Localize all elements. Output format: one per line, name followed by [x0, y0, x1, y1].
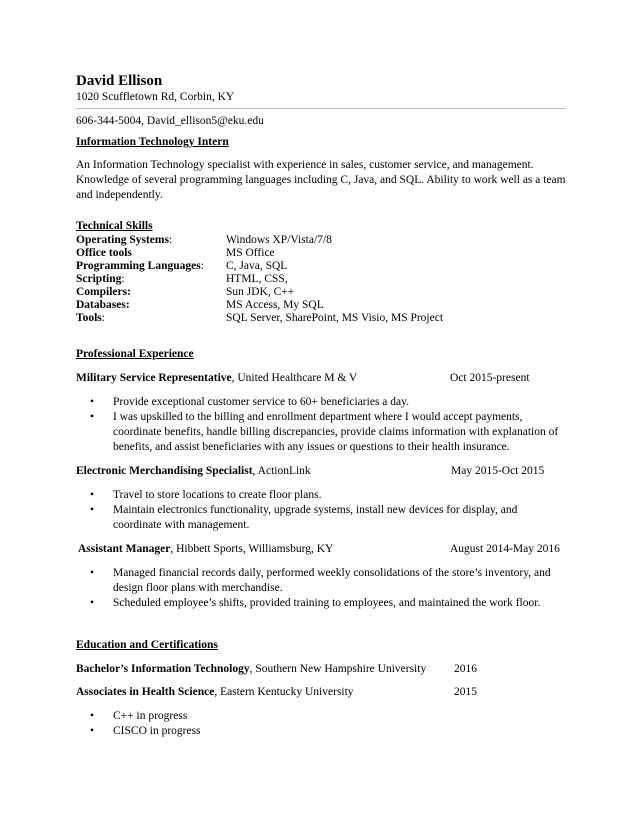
job-title-line: [76, 371, 566, 386]
education-entry: [76, 662, 566, 677]
resume-page: [76, 72, 566, 739]
job-dates: August 2014-May 2016: [450, 543, 560, 555]
skill-label: Scripting:: [76, 273, 125, 285]
education-heading: Education and Certifications: [76, 639, 218, 651]
skill-value: C, Java, SQL: [226, 260, 288, 272]
list-item: • Maintain electronics functionality, upgrade systems, install new devices for display, and coordinate with management.: [90, 504, 518, 531]
bullet-icon: •: [90, 725, 95, 737]
certification-bullets: [76, 709, 566, 739]
job-entry: [78, 542, 568, 611]
candidate-name: David Ellison: [76, 73, 163, 89]
skill-value: Windows XP/Vista/7/8: [226, 234, 332, 246]
graduation-year: 2016: [454, 663, 477, 675]
bullet-icon: •: [90, 396, 95, 408]
job-entry: [76, 464, 566, 533]
skill-label: Office tools: [76, 247, 132, 259]
bullet-icon: •: [90, 710, 95, 722]
skill-label: Tools:: [76, 312, 105, 324]
summary-paragraph: An Information Technology specialist with experience in sales, customer service, and management. Knowledge of several programming languages including C, Java, and SQL. Ability to work well as a team and independently.: [76, 159, 566, 201]
education-entry: [76, 685, 566, 700]
skill-row: [76, 273, 566, 286]
bullet-icon: •: [90, 489, 95, 501]
list-item: • Scheduled employee’s shifts, provided training to employees, and maintained the work floor.: [90, 597, 541, 609]
job-title: Assistant Manager: [78, 543, 171, 555]
job-employer: , United Healthcare M & V: [231, 372, 358, 384]
objective-title: Information Technology Intern: [76, 136, 229, 148]
header-divider: [76, 108, 566, 109]
skill-value: MS Access, My SQL: [226, 299, 324, 311]
skill-row: [76, 260, 566, 273]
list-item: • Managed financial records daily, performed weekly consolidations of the store’s inventory, and design floor plans with merchandise.: [90, 567, 551, 594]
job-bullets: [76, 395, 566, 455]
job-bullets: [76, 566, 568, 611]
list-item: • CISCO in progress: [90, 725, 201, 737]
graduation-year: 2015: [454, 686, 477, 698]
bullet-icon: •: [90, 597, 95, 609]
school-name: , Eastern Kentucky University: [214, 686, 354, 698]
job-title: Electronic Merchandising Specialist: [76, 465, 253, 477]
skill-value: HTML, CSS,: [226, 273, 288, 285]
address: 1020 Scuffletown Rd, Corbin, KY: [76, 91, 235, 103]
skill-row: [76, 312, 566, 325]
job-entry: [76, 371, 566, 455]
school-name: , Southern New Hampshire University: [249, 663, 427, 675]
list-item: • Travel to store locations to create floor plans.: [90, 489, 322, 501]
skill-row: [76, 247, 566, 260]
list-item: • Provide exceptional customer service to 60+ beneficiaries a day.: [90, 396, 410, 408]
job-employer: , Hibbett Sports, Williamsburg, KY: [170, 543, 334, 555]
bullet-icon: •: [90, 567, 95, 579]
job-title: Military Service Representative: [76, 372, 232, 384]
technical-skills-heading: Technical Skills: [76, 220, 153, 232]
job-title-line: [78, 542, 568, 557]
degree-title: Associates in Health Science: [76, 686, 215, 698]
contact-info: 606-344-5004, David_ellison5@eku.edu: [76, 115, 264, 127]
skill-value: SQL Server, SharePoint, MS Visio, MS Project: [226, 312, 444, 324]
skill-row: [76, 234, 566, 247]
skill-value: Sun JDK, C++: [226, 286, 295, 298]
skill-label: Databases:: [76, 299, 130, 311]
bullet-icon: •: [90, 411, 95, 423]
skill-value: MS Office: [226, 247, 275, 259]
skill-label: Compilers:: [76, 286, 131, 298]
bullet-icon: •: [90, 504, 95, 516]
skill-label: Programming Languages:: [76, 260, 204, 272]
skill-label: Operating Systems:: [76, 234, 173, 246]
list-item: • I was upskilled to the billing and enrollment department where I would accept payments, coordinate benefits, handle billing discrepancies, provide claims information with explanation of benefits, and assist beneficiaries with any issues or questions to their health insurance.: [90, 411, 559, 453]
experience-heading: Professional Experience: [76, 348, 194, 360]
job-title-line: [76, 464, 566, 479]
skills-table: [76, 234, 566, 325]
job-dates: Oct 2015-present: [450, 372, 530, 384]
list-item: • C++ in progress: [90, 710, 188, 722]
job-dates: May 2015-Oct 2015: [451, 465, 545, 477]
skill-row: [76, 299, 566, 312]
job-bullets: [76, 488, 566, 533]
degree-title: Bachelor’s Information Technology: [76, 663, 250, 675]
job-employer: , ActionLink: [252, 465, 311, 477]
skill-row: [76, 286, 566, 299]
